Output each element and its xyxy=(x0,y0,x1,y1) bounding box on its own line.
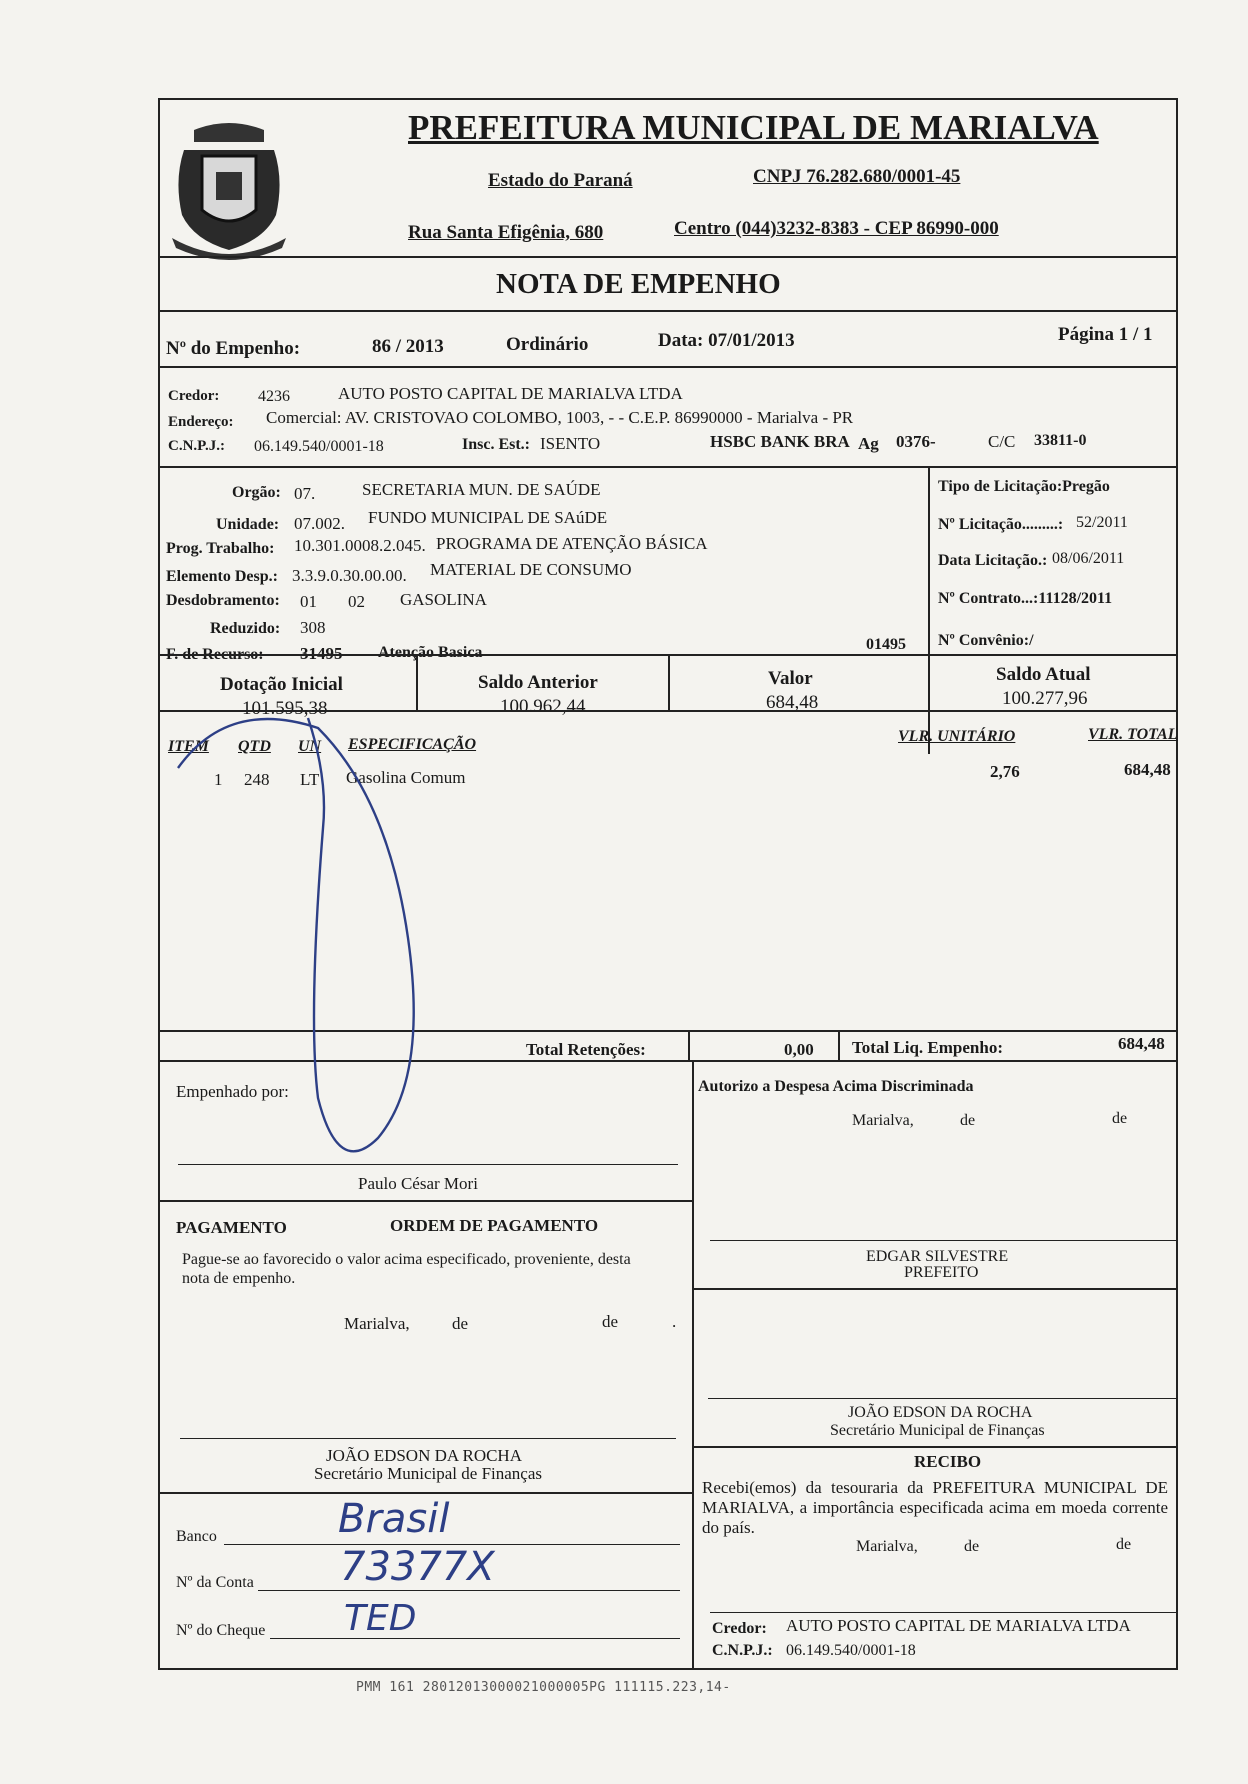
total-liq-value: 684,48 xyxy=(1118,1034,1165,1053)
pagamento-label: PAGAMENTO xyxy=(176,1218,287,1237)
unidade-name: FUNDO MUNICIPAL DE SAúDE xyxy=(368,508,608,527)
orgao-name: SECRETARIA MUN. DE SAÚDE xyxy=(362,480,601,499)
licitacao-number: 52/2011 xyxy=(1076,514,1128,531)
recibo-text: Recebi(emos) da tesouraria da PREFEITURA MUNICIPAL DE MARIALVA, a importância especificada acima em moeda corrente do país. xyxy=(702,1478,1168,1537)
saldo-atual-label: Saldo Atual xyxy=(996,664,1091,685)
ordem-pagamento-label: ORDEM DE PAGAMENTO xyxy=(390,1216,599,1235)
licitacao-date: 08/06/2011 xyxy=(1052,550,1125,567)
autorizo-signer-role: PREFEITO xyxy=(904,1264,979,1281)
recibo-cnpj: 06.149.540/0001-18 xyxy=(786,1642,916,1659)
financas-signer: JOÃO EDSON DA ROCHA xyxy=(848,1404,1033,1421)
page-indicator: Página 1 / 1 xyxy=(1058,324,1153,345)
frame-left xyxy=(158,98,160,1670)
contact-label: Centro (044)3232-8383 - CEP 86990-000 xyxy=(674,218,999,239)
empenho-number-label: Nº do Empenho: xyxy=(166,338,301,359)
financas-signer-role: Secretário Municipal de Finanças xyxy=(830,1422,1045,1439)
total-retencoes-label: Total Retenções: xyxy=(526,1040,646,1059)
cheque-handwritten: TED xyxy=(344,1598,417,1639)
item-especificacao: Gasolina Comum xyxy=(346,768,466,787)
credor-agency: 0376- xyxy=(896,432,936,451)
nota-de-empenho-document: PREFEITURA MUNICIPAL DE MARIALVA Estado do Paraná CNPJ 76.282.680/0001-45 Rua Santa Efigênia, 680 Centro (044)3232-8383 - CEP 86990-000 NOTA DE EMPENHO Nº do Empenho: 86 / 2013 Ordinário Data: 07/01/2013 Página 1 / 1 Credor: 4236 AUTO POSTO CAPITAL DE MARIALVA LTDA Endereço: Comercial: AV. CRISTOVAO COLOMBO, 1003, - - C.E.P. 86990000 - Marialva - PR C.N.P.J.: 06.149.540/0001-18 Insc. Est.: ISENTO HSBC BANK BRA Ag 0376- C/C 33811-0 Orgão: 07. SECRETARIA MUN. DE SAÚDE Unidade: 07.002. FUNDO MUNICIPAL DE SAúDE Prog. Trabalho: 10.301.0008.2.045. PROGRAMA DE ATENÇÃO BÁSICA Elemento Desp.: 3.3.9.0.30.00.00. MATERIAL DE CONSUMO Desdobramento: 01 02 GASOLINA Reduzido: 308 F. de Recurso: 31495 Atenção Basica 01495 Tipo de Licitação:Pregão Nº Licitação.........: 52/2011 Data Licitação.: 08/06/2011 Nº Contrato...:11128/2011 Nº Convênio:/ Dotação Inicial 101.595,38 Saldo Anterior 100.962,44 Valor 684,48 Saldo Atual 100.277,96 ITEM QTD UN ESPECIFICAÇÃO VLR. UNITÁRIO VLR. TOTAL 1 248 LT Gasolina Comum 2,76 684,48 Total Retenções: 0,00 Total Liq. Empenho: 684,48 Empenhado por: Paulo César Mori PAGAMENTO ORDEM DE PAGAMENTO Pague-se ao favorecido o valor acima especificado, proveniente, desta nota de empenho. Marialva, de de . JOÃO EDSON DA ROCHA Secretário Municipal de Finanças Banco Brasil Nº da Conta 73377X Nº do Cheque TED Autorizo a Despesa Acima Discriminada Marialva, de de EDGAR SILVESTRE PREFEITO JOÃO EDSON DA ROCHA Secretário Municipal de Finanças RECIBO Recebi(emos) da tesouraria da PREFEITURA MUNICIPAL DE MARIALVA, a importância especificada acima em moeda corrente do país. Marialva, de de Credor: AUTO POSTO CAPITAL DE MARIALVA LTDA C.N.P.J.: 06.149.540/0001-18 xyxy=(158,98,1178,1668)
credor-account: 33811-0 xyxy=(1034,432,1087,449)
empenho-type: Ordinário xyxy=(506,334,589,355)
saldo-anterior-value: 100.962,44 xyxy=(500,696,586,717)
address-label: Rua Santa Efigênia, 680 xyxy=(408,222,604,243)
credor-cnpj: 06.149.540/0001-18 xyxy=(254,438,384,455)
conta-label: Nº da Conta xyxy=(176,1574,254,1591)
item-vlr-unitario: 2,76 xyxy=(990,762,1020,781)
municipal-coat-of-arms-icon xyxy=(164,120,294,266)
valor-value: 684,48 xyxy=(766,692,819,713)
col-especificacao: ESPECIFICAÇÃO xyxy=(348,736,477,753)
col-qtd: QTD xyxy=(238,738,271,755)
empenhado-por-label: Empenhado por: xyxy=(176,1082,289,1101)
credor-code: 4236 xyxy=(258,388,290,405)
empenho-number: 86 / 2013 xyxy=(372,336,444,357)
pagamento-text: Pague-se ao favorecido o valor acima especificado, proveniente, desta nota de empenho. xyxy=(182,1251,631,1287)
convenio-number: Nº Convênio:/ xyxy=(938,632,1034,649)
item-vlr-total: 684,48 xyxy=(1124,760,1171,779)
cheque-label: Nº do Cheque xyxy=(176,1622,266,1639)
municipality-title: PREFEITURA MUNICIPAL DE MARIALVA xyxy=(408,108,1099,147)
footer-code: PMM 161 28012013000021000005PG 111115.223,14- xyxy=(356,1680,731,1695)
contrato-number: Nº Contrato...:11128/2011 xyxy=(938,590,1113,607)
autorizo-label: Autorizo a Despesa Acima Discriminada xyxy=(698,1078,974,1095)
col-vlr-unitario: VLR. UNITÁRIO xyxy=(898,728,1016,745)
elemento-name: MATERIAL DE CONSUMO xyxy=(430,560,632,579)
cnpj-label: CNPJ 76.282.680/0001-45 xyxy=(753,166,961,187)
col-item: ITEM xyxy=(168,738,209,755)
valor-label: Valor xyxy=(768,668,813,689)
saldo-atual-value: 100.277,96 xyxy=(1002,688,1088,709)
conta-handwritten: 73377X xyxy=(340,1544,495,1590)
frame-bottom xyxy=(158,1668,1178,1670)
dotacao-inicial-value: 101.595,38 xyxy=(242,698,328,719)
empenhado-por-name: Paulo César Mori xyxy=(358,1174,478,1193)
pagamento-signer-role: Secretário Municipal de Finanças xyxy=(314,1464,543,1483)
desdobramento-name: GASOLINA xyxy=(400,590,487,609)
banco-label: Banco xyxy=(176,1528,217,1545)
recibo-credor: AUTO POSTO CAPITAL DE MARIALVA LTDA xyxy=(786,1616,1131,1635)
credor-bank: HSBC BANK BRA xyxy=(710,432,850,451)
col-un: UN xyxy=(298,738,322,755)
pagamento-signer: JOÃO EDSON DA ROCHA xyxy=(326,1446,522,1465)
dotacao-inicial-label: Dotação Inicial xyxy=(220,674,343,695)
empenho-date: Data: 07/01/2013 xyxy=(658,330,795,351)
saldo-anterior-label: Saldo Anterior xyxy=(478,672,598,693)
banco-handwritten: Brasil xyxy=(338,1496,450,1542)
total-retencoes-value: 0,00 xyxy=(784,1040,814,1059)
credor-address: Comercial: AV. CRISTOVAO COLOMBO, 1003, - - C.E.P. 86990000 - Marialva - PR xyxy=(266,408,854,427)
frame-top xyxy=(158,98,1178,100)
recibo-title: RECIBO xyxy=(914,1452,982,1471)
col-vlr-total: VLR. TOTAL xyxy=(1088,726,1178,743)
total-liq-label: Total Liq. Empenho: xyxy=(852,1038,1003,1057)
doc-title: NOTA DE EMPENHO xyxy=(496,268,781,300)
tipo-licitacao: Tipo de Licitação:Pregão xyxy=(938,478,1110,495)
autorizo-signer: EDGAR SILVESTRE xyxy=(866,1248,1009,1265)
frame-right xyxy=(1176,98,1178,1670)
credor-name: AUTO POSTO CAPITAL DE MARIALVA LTDA xyxy=(338,384,683,403)
state-label: Estado do Paraná xyxy=(488,170,633,191)
programa-name: PROGRAMA DE ATENÇÃO BÁSICA xyxy=(436,534,708,553)
credor-insc: ISENTO xyxy=(540,434,601,453)
